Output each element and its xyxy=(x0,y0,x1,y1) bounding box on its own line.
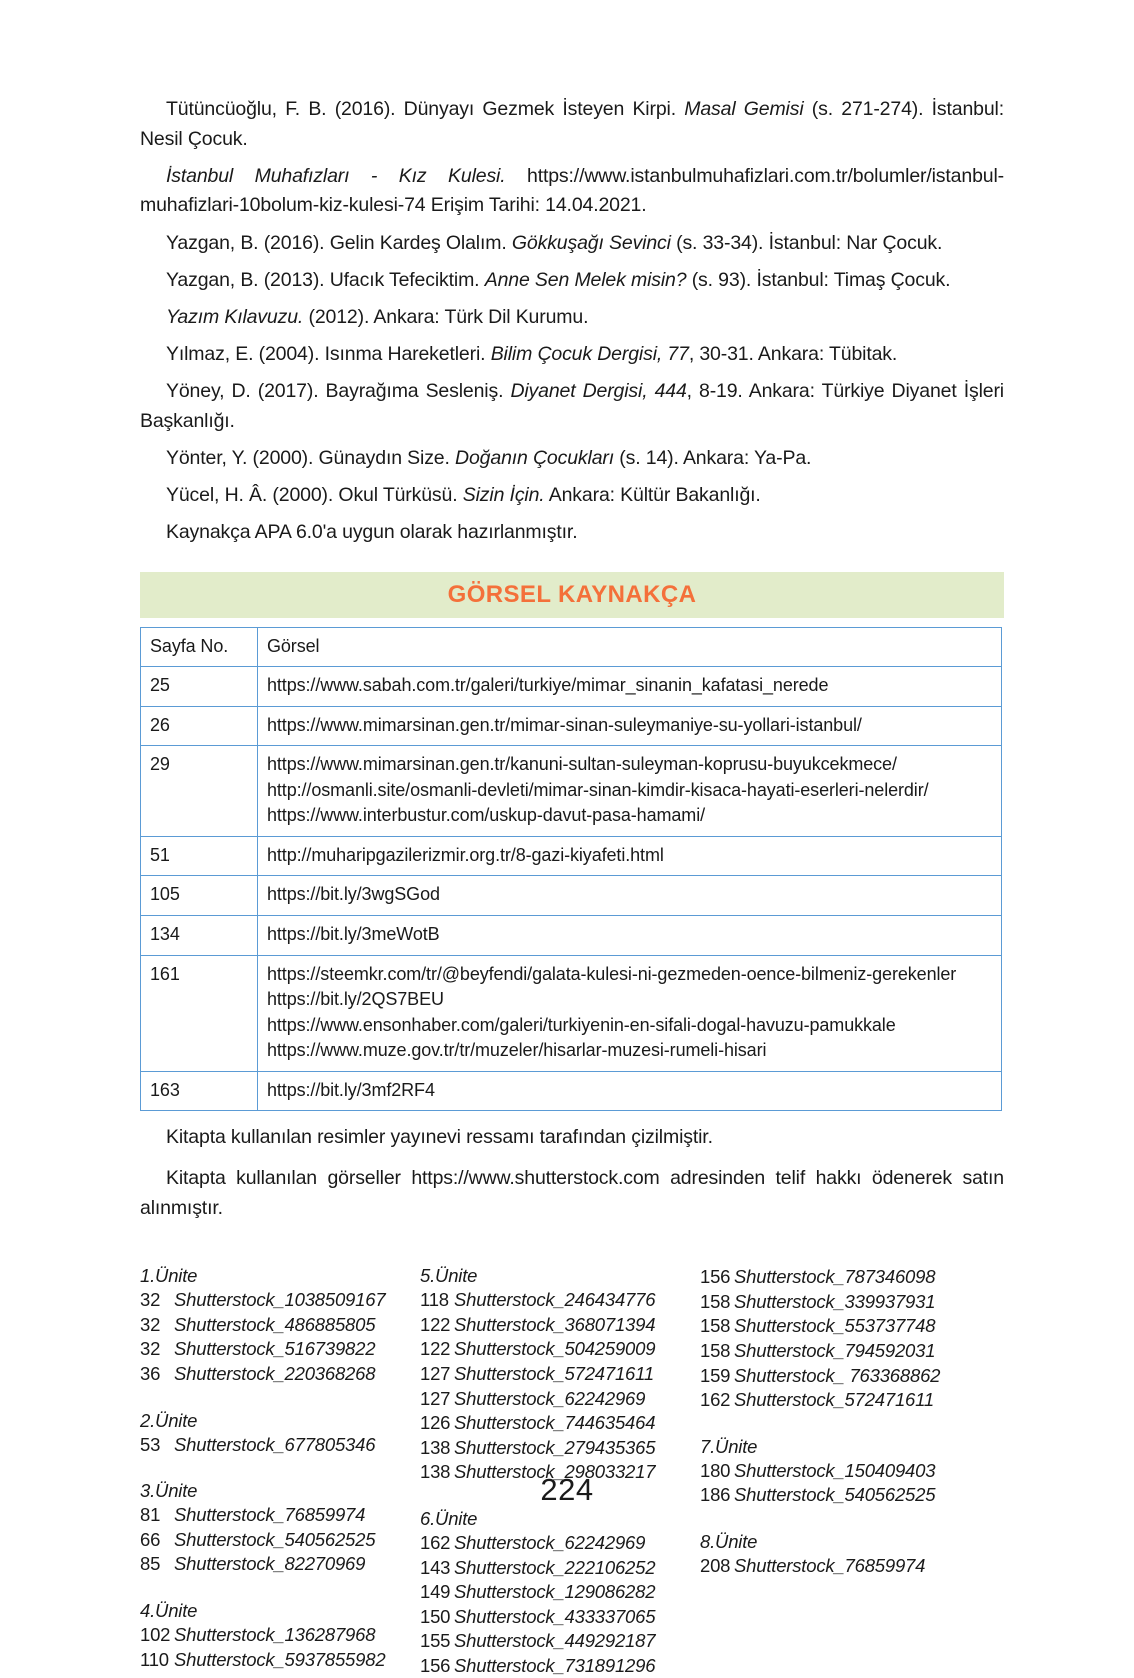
list-item xyxy=(420,1337,700,1362)
list-item xyxy=(700,1554,1002,1579)
item-asset-name: Shutterstock_368071394 xyxy=(454,1313,656,1335)
item-asset-name: Shutterstock_222106252 xyxy=(454,1556,656,1578)
block-spacer xyxy=(140,1387,420,1410)
table-cell-urls xyxy=(258,916,1002,956)
bibliography-entry-text: Yönter, Y. (2000). Günaydın Size. xyxy=(166,446,456,469)
item-asset-name: Shutterstock_129086282 xyxy=(454,1581,656,1603)
item-page-number: 149 xyxy=(420,1581,451,1603)
source-url[interactable]: https://bit.ly/2QS7BEU xyxy=(267,989,444,1010)
post-table-notes xyxy=(140,1123,1004,1223)
item-page-number: 32 xyxy=(140,1338,161,1360)
item-page-number: 36 xyxy=(140,1362,161,1384)
bibliography-entry-text: Ankara: Kültür Bakanlığı. xyxy=(544,483,761,506)
list-item xyxy=(700,1339,1002,1364)
list-item xyxy=(700,1290,1002,1315)
bibliography-entry-yilmaz-2004 xyxy=(140,340,1004,370)
table-cell-urls xyxy=(258,746,1002,837)
item-asset-name: Shutterstock_572471611 xyxy=(734,1389,934,1411)
unit-heading: 1.Ünite xyxy=(140,1265,198,1287)
banner-title: GÖRSEL KAYNAKÇA xyxy=(447,580,697,608)
list-item xyxy=(420,1605,700,1630)
item-asset-name: Shutterstock_ 763368862 xyxy=(734,1364,941,1386)
item-asset-name: Shutterstock_62242969 xyxy=(454,1387,646,1409)
table-header-row xyxy=(141,627,1002,667)
bibliography-entry-text: Yazım Kılavuzu. xyxy=(166,305,304,328)
item-asset-name: Shutterstock_62242969 xyxy=(454,1531,646,1553)
item-page-number: 158 xyxy=(700,1290,731,1312)
bibliography-entry-text: (s. 33-34). İstanbul: Nar Çocuk. xyxy=(670,231,943,254)
bibliography-entry-text: Masal Gemisi xyxy=(684,98,804,120)
item-page-number: 118 xyxy=(420,1289,449,1311)
bibliography-entry-text: Anne Sen Melek misin? xyxy=(484,268,687,291)
item-page-number: 102 xyxy=(140,1623,171,1645)
table-cell-urls xyxy=(258,706,1002,746)
item-asset-name: Shutterstock_82270969 xyxy=(174,1553,366,1575)
table-row xyxy=(141,667,1002,707)
table-row xyxy=(141,955,1002,1071)
item-page-number: 138 xyxy=(420,1461,451,1483)
table-header-cell: Sayfa No. xyxy=(141,627,258,667)
item-page-number: 66 xyxy=(140,1528,161,1550)
item-asset-name: Shutterstock_572471611 xyxy=(454,1362,654,1384)
item-page-number: 32 xyxy=(140,1313,161,1335)
table-cell-page-no: 25 xyxy=(141,667,258,707)
bibliography-entry-tutuncuoglu xyxy=(140,95,1004,154)
table-row xyxy=(141,706,1002,746)
bibliography-entry-text: Bilim Çocuk Dergisi, 77 xyxy=(490,342,689,365)
bibliography-entry-text: (2012). Ankara: Türk Dil Kurumu. xyxy=(303,305,589,328)
item-asset-name: Shutterstock_794592031 xyxy=(734,1339,936,1361)
bibliography-entry-istanbul-muhafizlari xyxy=(140,162,1004,221)
unit-heading: 5.Ünite xyxy=(420,1265,478,1287)
source-url[interactable]: https://www.mimarsinan.gen.tr/kanuni-sultan-suleyman-koprusu-buyukcekmece/ xyxy=(267,754,897,775)
table-cell-urls xyxy=(258,955,1002,1071)
item-asset-name: Shutterstock_1038509167 xyxy=(174,1289,386,1311)
bibliography-entry-text: (s. 271-274). İstanbul: Nesil Çocuk. xyxy=(140,98,1004,150)
item-page-number: 110 xyxy=(140,1648,169,1670)
block-spacer xyxy=(700,1508,1002,1531)
bibliography-entry-text: Diyanet Dergisi, 444 xyxy=(510,380,687,402)
table-cell-urls xyxy=(258,667,1002,707)
source-url[interactable]: http://osmanli.site/osmanli-devleti/mimar-sinan-kimdir-kisaca-hayati-eserleri-nelerdir/ xyxy=(267,779,929,800)
item-asset-name: Shutterstock_516739822 xyxy=(174,1338,376,1360)
source-url[interactable]: https://bit.ly/3mf2RF4 xyxy=(267,1079,435,1100)
item-asset-name: Shutterstock_298033217 xyxy=(454,1461,656,1483)
list-item xyxy=(140,1313,420,1338)
table-cell-page-no: 51 xyxy=(141,836,258,876)
table-row xyxy=(141,1071,1002,1111)
item-page-number: 156 xyxy=(700,1266,731,1288)
list-item xyxy=(700,1314,1002,1339)
list-item xyxy=(140,1337,420,1362)
table-cell-page-no: 163 xyxy=(141,1071,258,1111)
bibliography-entry-yazgan-2016 xyxy=(140,229,1004,259)
source-url[interactable]: https://bit.ly/3wgSGod xyxy=(267,884,440,905)
table-cell-urls xyxy=(258,876,1002,916)
table-cell-page-no: 161 xyxy=(141,955,258,1071)
list-item xyxy=(420,1580,700,1605)
unit-heading: 7.Ünite xyxy=(700,1435,758,1457)
item-page-number: 158 xyxy=(700,1315,731,1337)
list-item xyxy=(420,1387,700,1412)
bibliography-entry-text: Sizin İçin. xyxy=(462,483,545,506)
bibliography-entry-text: Yücel, H. Â. (2000). Okul Türküsü. xyxy=(166,483,463,506)
bibliography-entry-text: https://www.istanbulmuhafizlari.com.tr/bolumler/istanbul-muhafizlari-10bolum-kiz-kulesi-74 Erişim Tarihi: 14.04.2021. xyxy=(140,164,1004,217)
list-item xyxy=(140,1433,420,1458)
item-asset-name: Shutterstock_677805346 xyxy=(174,1433,376,1455)
bibliography-entry-yazim-kilavuzu xyxy=(140,303,1004,333)
bibliography-entry-yazgan-2013 xyxy=(140,266,1004,296)
source-url[interactable]: https://www.muze.gov.tr/tr/muzeler/hisarlar-muzesi-rumeli-hisari xyxy=(267,1040,767,1061)
list-item xyxy=(420,1654,700,1678)
bibliography-entry-text: Gökkuşağı Sevinci xyxy=(511,231,671,254)
bibliography-entry-text: , 8-19. Ankara: Türkiye Diyanet İşleri Başkanlığı. xyxy=(140,380,1004,432)
list-item xyxy=(420,1288,700,1313)
bibliography-entry-text: Tütüncüoğlu, F. B. (2016). Dünyayı Gezmek İsteyen Kirpi. xyxy=(166,98,685,120)
list-item xyxy=(140,1288,420,1313)
source-url[interactable]: http://muharipgazilerizmir.org.tr/8-gazi-kiyafeti.html xyxy=(267,844,664,865)
source-url[interactable]: https://www.mimarsinan.gen.tr/mimar-sinan-suleymaniye-su-yollari-istanbul/ xyxy=(267,714,862,735)
unit-heading: 8.Ünite xyxy=(700,1530,758,1552)
list-item xyxy=(420,1362,700,1387)
item-page-number: 186 xyxy=(700,1484,731,1506)
source-url[interactable]: https://steemkr.com/tr/@beyfendi/galata-kulesi-ni-gezmeden-oence-bilmeniz-gerekenler xyxy=(267,963,957,984)
item-page-number: 127 xyxy=(420,1362,451,1384)
image-sources-table xyxy=(140,627,1002,1112)
item-asset-name: Shutterstock_433337065 xyxy=(454,1605,656,1627)
item-page-number: 180 xyxy=(700,1459,731,1481)
bibliography-entry-text: Doğanın Çocukları xyxy=(455,446,615,469)
item-asset-name: Shutterstock_279435365 xyxy=(454,1436,656,1458)
item-page-number: 143 xyxy=(420,1556,451,1578)
item-asset-name: Shutterstock_787346098 xyxy=(734,1266,936,1288)
item-page-number: 122 xyxy=(420,1338,451,1360)
item-page-number: 162 xyxy=(700,1389,731,1411)
item-asset-name: Shutterstock_744635464 xyxy=(454,1412,656,1434)
list-item xyxy=(420,1629,700,1654)
list-item xyxy=(700,1364,1002,1389)
bibliography-entry-text: (s. 93). İstanbul: Timaş Çocuk. xyxy=(686,268,951,291)
item-asset-name: Shutterstock_136287968 xyxy=(174,1623,376,1645)
bibliography-entry-yucel-2000 xyxy=(140,481,1004,511)
bibliography-entry-text: İstanbul Muhafızları - Kız Kulesi. xyxy=(166,164,506,187)
item-page-number: 150 xyxy=(420,1605,451,1627)
table-cell-page-no: 26 xyxy=(141,706,258,746)
item-asset-name: Shutterstock_220368268 xyxy=(174,1362,376,1384)
list-item xyxy=(140,1648,420,1673)
unit-heading: 6.Ünite xyxy=(420,1507,478,1529)
table-row xyxy=(141,916,1002,956)
list-item xyxy=(420,1556,700,1581)
bibliography-entry-text: Yılmaz, E. (2004). Isınma Hareketleri. xyxy=(166,342,491,365)
table-header-cell: Görsel xyxy=(258,627,1002,667)
item-asset-name: Shutterstock_76859974 xyxy=(174,1504,366,1526)
bibliography-entry-yonter-2000 xyxy=(140,444,1004,474)
item-asset-name: Shutterstock_486885805 xyxy=(174,1313,376,1335)
item-page-number: 122 xyxy=(420,1313,451,1335)
source-url[interactable]: https://www.interbustur.com/uskup-davut-pasa-hamami/ xyxy=(267,805,705,826)
item-asset-name: Shutterstock_731891296 xyxy=(454,1654,656,1676)
table-row xyxy=(141,876,1002,916)
source-url[interactable]: https://www.ensonhaber.com/galeri/turkiyenin-en-sifali-dogal-havuzu-pamukkale xyxy=(267,1014,896,1035)
list-item xyxy=(420,1531,700,1556)
item-page-number: 156 xyxy=(420,1654,451,1676)
block-spacer xyxy=(700,1413,1002,1436)
item-asset-name: Shutterstock_246434776 xyxy=(454,1289,656,1311)
bibliography-list xyxy=(140,95,1004,548)
item-page-number: 159 xyxy=(700,1364,731,1386)
item-page-number: 138 xyxy=(420,1436,451,1458)
item-page-number: 158 xyxy=(700,1339,731,1361)
item-page-number: 53 xyxy=(140,1433,161,1455)
table-cell-page-no: 105 xyxy=(141,876,258,916)
item-page-number: 208 xyxy=(700,1554,731,1576)
bibliography-entry-text: , 30-31. Ankara: Tübitak. xyxy=(688,342,898,365)
item-asset-name: Shutterstock_553737748 xyxy=(734,1315,936,1337)
item-asset-name: Shutterstock_540562525 xyxy=(734,1484,936,1506)
unit-heading: 2.Ünite xyxy=(140,1409,198,1431)
bibliography-entry-text: Yöney, D. (2017). Bayrağıma Sesleniş. xyxy=(166,380,511,402)
list-item xyxy=(420,1313,700,1338)
source-url[interactable]: https://www.sabah.com.tr/galeri/turkiye/mimar_sinanin_kafatasi_nerede xyxy=(267,675,829,696)
note-shutterstock: Kitapta kullanılan görseller https://www.shutterstock.com adresinden telif hakkı ödenerek satın alınmıştır. xyxy=(140,1166,1004,1219)
table-cell-page-no: 134 xyxy=(141,916,258,956)
item-asset-name: Shutterstock_540562525 xyxy=(174,1528,376,1550)
list-item xyxy=(140,1623,420,1648)
item-page-number: 126 xyxy=(420,1412,451,1434)
bibliography-entry-apa-note xyxy=(140,518,1004,548)
item-page-number: 32 xyxy=(140,1289,161,1311)
table-row xyxy=(141,836,1002,876)
item-asset-name: Shutterstock_5937855982 xyxy=(174,1648,386,1670)
item-asset-name: Shutterstock_339937931 xyxy=(734,1290,936,1312)
table-cell-urls xyxy=(258,836,1002,876)
list-item xyxy=(140,1528,420,1553)
item-page-number: 162 xyxy=(420,1531,451,1553)
item-asset-name: Shutterstock_76859974 xyxy=(734,1554,926,1576)
block-spacer xyxy=(140,1577,420,1600)
list-item xyxy=(420,1436,700,1461)
table-row xyxy=(141,746,1002,837)
page-number: 224 xyxy=(540,1472,594,1507)
item-page-number: 127 xyxy=(420,1387,451,1409)
source-url[interactable]: https://bit.ly/3meWotB xyxy=(267,924,440,944)
unit-heading: 3.Ünite xyxy=(140,1480,198,1502)
bibliography-entry-text: (s. 14). Ankara: Ya-Pa. xyxy=(614,446,812,469)
item-asset-name: Shutterstock_504259009 xyxy=(454,1338,656,1360)
item-page-number: 81 xyxy=(140,1504,161,1526)
bibliography-entry-yoney-2017 xyxy=(140,377,1004,436)
note-illustrations: Kitapta kullanılan resimler yayınevi ressamı tarafından çizilmiştir. xyxy=(166,1126,713,1149)
table-cell-urls xyxy=(258,1071,1002,1111)
list-item xyxy=(140,1552,420,1577)
bibliography-entry-text: Kaynakça APA 6.0'a uygun olarak hazırlanmıştır. xyxy=(166,521,578,543)
item-asset-name: Shutterstock_449292187 xyxy=(454,1630,656,1652)
item-asset-name: Shutterstock_150409403 xyxy=(734,1459,936,1481)
gorsel-kaynakca-banner xyxy=(140,572,1004,618)
list-item xyxy=(700,1265,1002,1290)
list-item xyxy=(420,1411,700,1436)
item-page-number: 155 xyxy=(420,1630,451,1652)
table-cell-page-no: 29 xyxy=(141,746,258,837)
item-page-number: 85 xyxy=(140,1553,161,1575)
list-item xyxy=(140,1362,420,1387)
bibliography-entry-text: Yazgan, B. (2016). Gelin Kardeş Olalım. xyxy=(166,231,512,254)
list-item xyxy=(700,1388,1002,1413)
bibliography-entry-text: Yazgan, B. (2013). Ufacık Tefeciktim. xyxy=(166,268,485,291)
unit-heading: 4.Ünite xyxy=(140,1599,198,1621)
